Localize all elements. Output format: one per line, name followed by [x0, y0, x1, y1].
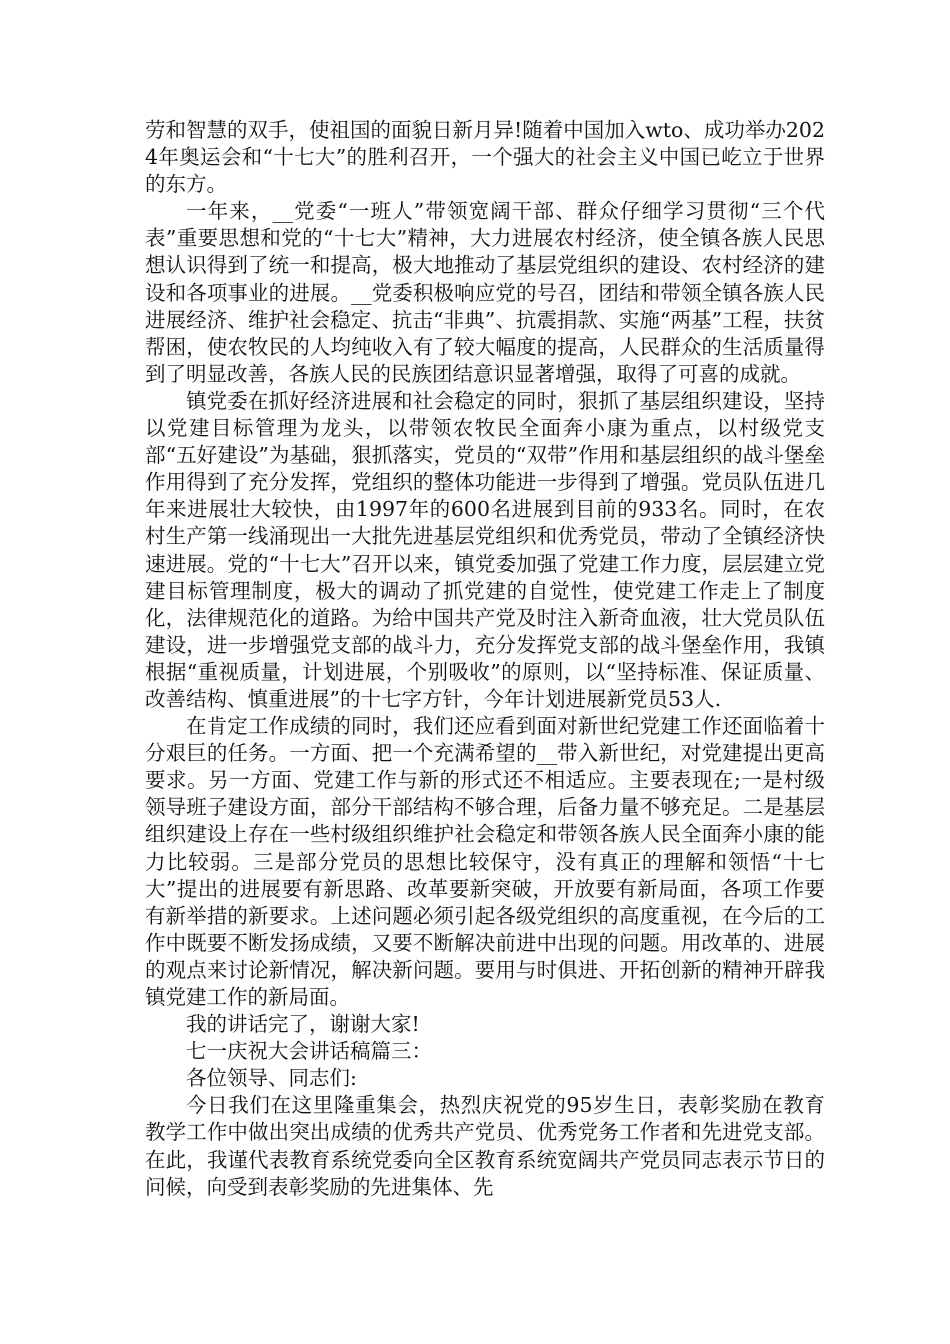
paragraph-4: 在肯定工作成绩的同时，我们还应看到面对新世纪党建工作还面临着十分艰巨的任务。一方面、把一个充满希望的__带入新世纪，对党建提出更高要求。另一方面、党建工作与新的形式还不相适应。主要表现在;一是村级领导班子建设方面，部分干部结构不够合理，后备力量不够充足。二是基层组织建设上存在一些村级组织维护社会稳定和带领各族人民全面奔小康的能力比较弱。三是部分党员的思想比较保守，没有真正的理解和领悟“十七大”提出的进展要有新思路、改革要新突破，开放要有新局面，各项工作要有新举措的新要求。上述问题必须引起各级党组织的高度重视，在今后的工作中既要不断发扬成绩，又要不断解决前进中出现的问题。用改革的、进展的观点来讨论新情况，解决新问题。要用与时俱进、开拓创新的精神开辟我镇党建工作的新局面。 [145, 714, 825, 1009]
paragraph-1: 劳和智慧的双手，使祖国的面貌日新月异!随着中国加入wto、成功举办2024年奥运会和“十七大”的胜利召开，一个强大的社会主义中国已屹立于世界的东方。 [145, 118, 825, 197]
paragraph-8: 今日我们在这里隆重集会，热烈庆祝党的95岁生日，表彰奖励在教育教学工作中做出突出成绩的优秀共产党员、优秀党务工作者和先进党支部。在此，我谨代表教育系统党委向全区教育系统宽阔共产党员同志表示节日的问候，向受到表彰奖励的先进集体、先 [145, 1093, 825, 1199]
salutation: 各位领导、同志们: [186, 1066, 357, 1091]
closing-remark: 我的讲话完了，谢谢大家! [186, 1012, 420, 1037]
paragraph-2: 一年来，__党委“一班人”带领宽阔干部、群众仔细学习贯彻“三个代表”重要思想和党的“十七大”精神，大力进展农村经济，使全镇各族人民思想认识得到了统一和提高，极大地推动了基层党组织的建设、农村经济的建设和各项事业的进展。__党委积极响应党的号召，团结和带领全镇各族人民进展经济、维护社会稳定、抗击“非典”、抗震捐款、实施“两基”工程，扶贫帮困，使农牧民的人均纯收入有了较大幅度的提高，人民群众的生活质量得到了明显改善，各族人民的民族团结意识显著增强，取得了可喜的成就。 [145, 199, 825, 386]
section-heading: 七一庆祝大会讲话稿篇三： [186, 1039, 432, 1064]
document-body [145, 117, 825, 1201]
paragraph-3: 镇党委在抓好经济进展和社会稳定的同时，狠抓了基层组织建设，坚持以党建目标管理为龙头，以带领农牧民全面奔小康为重点，以村级党支部“五好建设”为基础，狠抓落实，党员的“双带”作用和基层组织的战斗堡垒作用得到了充分发挥，党组织的整体功能进一步得到了增强。党员队伍进几年来进展壮大较快，由1997年的600名进展到目前的933名。同时，在农村生产第一线涌现出一大批先进基层党组织和优秀党员，带动了全镇经济快速进展。党的“十七大”召开以来，镇党委加强了党建工作力度，层层建立党建目标管理制度，极大的调动了抓党建的自觉性，使党建工作走上了制度化，法律规范化的道路。为给中国共产党及时注入新奇血液，壮大党员队伍建设，进一步增强党支部的战斗力，充分发挥党支部的战斗堡垒作用，我镇根据“重视质量，计划进展，个别吸收”的原则，以“坚持标准、保证质量、改善结构、慎重进展”的十七字方针，今年计划进展新党员53人. [145, 388, 825, 711]
